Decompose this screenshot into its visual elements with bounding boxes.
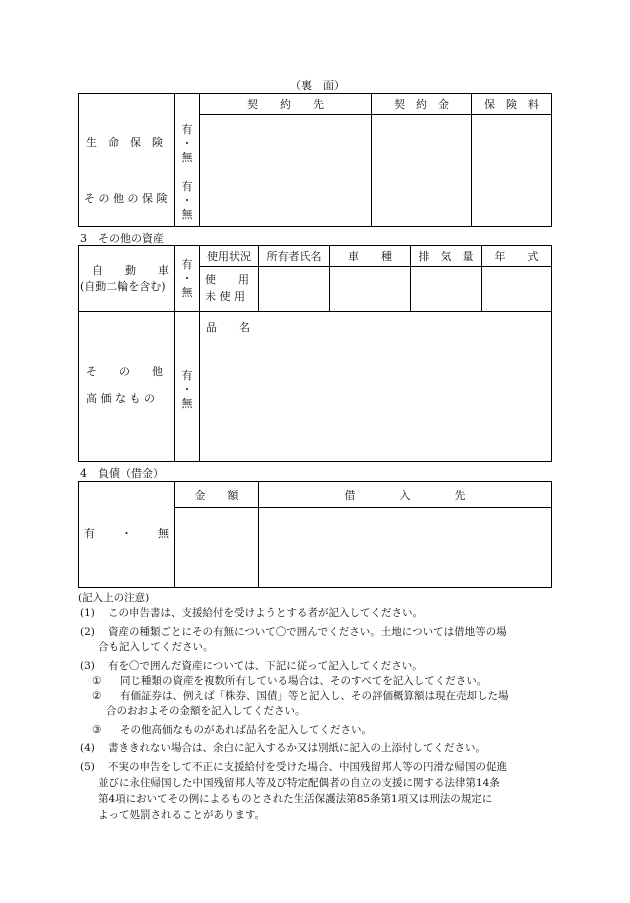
note-3-num: (3) xyxy=(80,660,95,672)
note-3-1-num: ① xyxy=(92,675,102,687)
note-2-line-2: 合も記入してください。 xyxy=(98,641,214,653)
note-5-line-2: 並びに永住帰国した中国残留邦人等及び特定配偶者の自立の支援に関する法律第14条 xyxy=(98,777,500,789)
header-debt-amount: 金 額 xyxy=(194,488,239,502)
other-valuables-label-sub: 高 価 な も の xyxy=(86,392,155,405)
note-5-line-4: よって処罰されることがあります。 xyxy=(98,809,266,821)
note-1-num: (1) xyxy=(80,607,95,619)
life-insurance-yesno: 有 ・ 無 xyxy=(181,123,193,164)
note-3-2-line-2: 合のおおよその金額を記入してください。 xyxy=(106,705,306,717)
note-2-line-1: 資産の種類ごとにその有無について〇で囲んでください。土地については借地等の場 xyxy=(108,626,507,638)
other-insurance-yesno: 有 ・ 無 xyxy=(181,180,193,221)
note-3-3: その他高価なものがあれば品名を記入してください。 xyxy=(120,724,372,736)
usage-in-use: 使 用 xyxy=(205,273,249,286)
other-insurance-label: そ の 他 の 保 険 xyxy=(84,192,168,205)
note-2-num: (2) xyxy=(80,626,95,638)
header-car-type: 車 種 xyxy=(348,250,392,263)
note-1: この申告書は、支援給付を受けようとする者が記入してください。 xyxy=(108,607,423,619)
header-contract-amount: 契 約 金 xyxy=(394,98,449,111)
header-owner: 所有者氏名 xyxy=(266,250,322,263)
debt-no: 無 xyxy=(158,527,169,540)
header-usage: 使用状況 xyxy=(207,250,251,263)
life-insurance-label: 生 命 保 険 xyxy=(86,136,163,149)
header-contract-party: 契 約 先 xyxy=(247,98,324,111)
section-4-title: 4 負債（借金） xyxy=(80,467,164,480)
car-yesno: 有 ・ 無 xyxy=(181,258,193,299)
header-displacement: 排 気 量 xyxy=(418,250,474,263)
header-premium: 保 険 料 xyxy=(484,98,539,111)
debt-yes: 有 xyxy=(84,527,95,540)
note-5-line-1: 不実の申告をして不正に支援給付を受けた場合、中国残留邦人等の円滑な帰国の促進 xyxy=(108,761,507,773)
note-5-line-3: 第4項においてその例によるものとされた生活保護法第85条第1項又は刑法の規定に xyxy=(98,793,493,805)
header-lender: 借 入 先 xyxy=(344,488,466,502)
note-3-3-num: ③ xyxy=(92,724,102,736)
item-name-label: 品 名 xyxy=(206,321,250,334)
note-3-2-num: ② xyxy=(92,690,102,702)
note-3: 有を〇で囲んだ資産については、下記に従って記入してください。 xyxy=(108,660,423,672)
section-3-title: 3 その他の資産 xyxy=(80,232,164,245)
notes-title: (記入上の注意) xyxy=(78,592,150,604)
note-4: 書ききれない場合は、余白に記入するか又は別紙に記入の上添付してください。 xyxy=(108,742,486,754)
note-3-2-line-1: 有価証券は、例えば「株券、国債」等と記入し、その評価概算額は現在売却した場 xyxy=(120,690,509,702)
usage-not-in-use: 未 使 用 xyxy=(205,290,245,303)
header-year: 年 式 xyxy=(494,250,539,263)
car-label-sub: (自動二輪を含む) xyxy=(80,280,166,293)
car-label: 自 動 車 xyxy=(92,264,169,277)
note-5-num: (5) xyxy=(80,761,95,773)
note-4-num: (4) xyxy=(80,742,95,754)
page-title: （裏 面） xyxy=(290,79,345,92)
note-3-1: 同じ種類の資産を複数所有している場合は、そのすべてを記入してください。 xyxy=(120,675,488,687)
other-valuables-yesno: 有 ・ 無 xyxy=(181,369,193,410)
debt-dot: ・ xyxy=(121,527,132,540)
other-valuables-label: そ の 他 xyxy=(86,365,163,378)
